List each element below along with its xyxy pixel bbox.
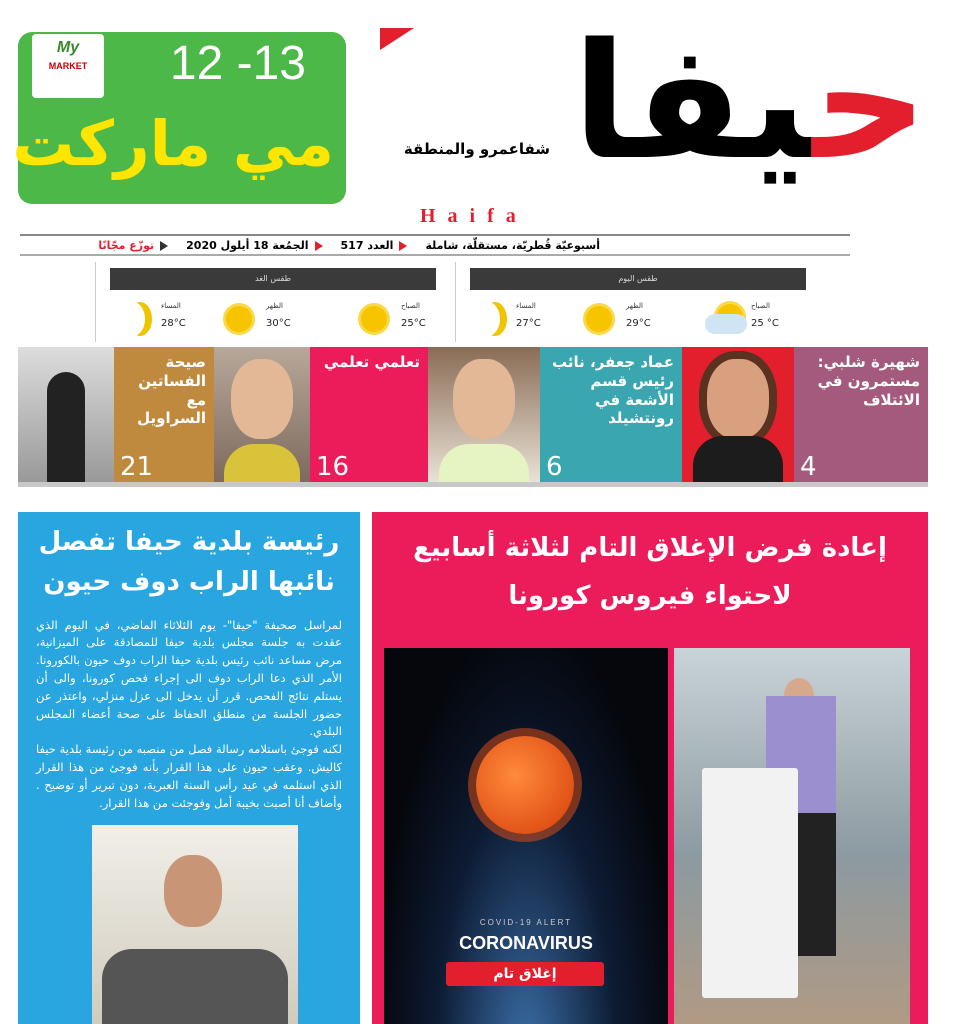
weather-slot: الظهر 30°C xyxy=(226,302,306,338)
main-headline: إعادة فرض الإغلاق التام لثلاثة أسابيع لاحتواء فيروس كورونا xyxy=(413,533,887,612)
teaser-shahira[interactable]: شهيرة شلبي: مستمرون في الائتلاف 4 xyxy=(794,347,928,482)
speech-photo xyxy=(674,648,910,1024)
weather-slot: المساء 27°C xyxy=(476,302,556,338)
moon-icon xyxy=(121,302,145,336)
article-body: لكنه فوجئ باستلامه رسالة فصل من منصبه من رئيسة بلدية حيفا كاليش. وعقب حيون على هذا القرار بأنه فوجئ من هذا القرار الذي استلمه في عيد رأس السنة العبرية، دون تبرير أو توضيح . وأضاف أنا أصبت بخيبة أمل وفوجئت من هذا القرار. xyxy=(36,742,342,810)
info-bar xyxy=(20,234,850,256)
masthead xyxy=(380,8,928,258)
teaser-fashion[interactable]: صيحة الفساتين مع السراويل 21 xyxy=(114,347,214,482)
ad-name: مي ماركت xyxy=(12,107,334,180)
moon-icon xyxy=(476,302,500,336)
teaser-strip xyxy=(18,347,928,487)
issue-date: الجمُعة 18 أيلول 2020 xyxy=(186,239,322,252)
issue-number: العدد 517 xyxy=(341,239,408,252)
teaser-learn[interactable]: تعلمي تعلمي 16 xyxy=(310,347,428,482)
cloud-icon xyxy=(705,314,747,334)
teaser-photo-man xyxy=(428,347,540,482)
tagline: أسبوعيّة قُطريّة، مستقلّة، شاملة xyxy=(425,238,600,252)
coronavirus-image xyxy=(384,648,668,1024)
weather-slot: المساء 28°C xyxy=(121,302,201,338)
article-body: لمراسل صحيفة "حيفا"- يوم الثلاثاء الماضي، في اليوم الذي عقدت به جلسة مجلس بلدية حيفا للمصادقة على الميزانية، مرض مساعد نائب رئيس بلدية حيفا الراب دوف حيون بالكورونا. الأمر الذي دعا الراب دوف الى إجراء فحص كورونا، والى أن يستلم نتائج الفحص. قرر أن يدخل الى عزل منزلي، واعتذر عن حضور الجلسة من منطلق الحفاظ على صحة أعضاء المجلس البلدي. xyxy=(36,617,342,739)
article-mayor[interactable] xyxy=(18,512,360,1024)
sun-icon xyxy=(361,306,387,332)
weather-title: طقس اليوم xyxy=(470,268,806,290)
weather-tomorrow xyxy=(95,262,450,342)
teaser-photo-woman xyxy=(214,347,310,482)
teaser-photo-fashion xyxy=(18,347,114,482)
sun-icon xyxy=(586,306,612,332)
ad-dates: 12 -13 xyxy=(169,37,306,90)
weather-slot: الصباح 25 °C xyxy=(711,302,791,338)
weather-title: طقس الغد xyxy=(110,268,436,290)
teaser-photo-shahira xyxy=(682,347,794,482)
masthead-title: حيفا xyxy=(572,8,928,195)
article-photo xyxy=(92,825,298,1024)
article-lockdown[interactable] xyxy=(372,512,928,1024)
image-banner: إغلاق تام xyxy=(446,962,604,986)
masthead-latin: Haifa xyxy=(420,205,528,227)
sun-icon xyxy=(226,306,252,332)
teaser-imad[interactable]: عماد جعفر، نائب رئيس قسم الأشعة في رونتشيلد 6 xyxy=(540,347,682,482)
my-market-logo: My MARKET xyxy=(32,34,104,98)
my-market-ad[interactable] xyxy=(12,32,346,204)
free-distribution: توزّع مجّانًا xyxy=(98,239,168,252)
image-alert-text: COVID-19 ALERT xyxy=(479,918,573,927)
weather-slot: الصباح 25°C xyxy=(361,302,441,338)
weather-today xyxy=(455,262,820,342)
virus-icon xyxy=(476,736,574,834)
image-title-text: CORONAVIRUS xyxy=(459,933,593,953)
masthead-subtitle: شفاعمرو والمنطقة xyxy=(403,140,550,158)
weather-slot: الظهر 29°C xyxy=(586,302,666,338)
flag-icon xyxy=(380,28,414,50)
article-headline: رئيسة بلدية حيفا تفصل نائبها الراب دوف حيون xyxy=(38,527,340,598)
